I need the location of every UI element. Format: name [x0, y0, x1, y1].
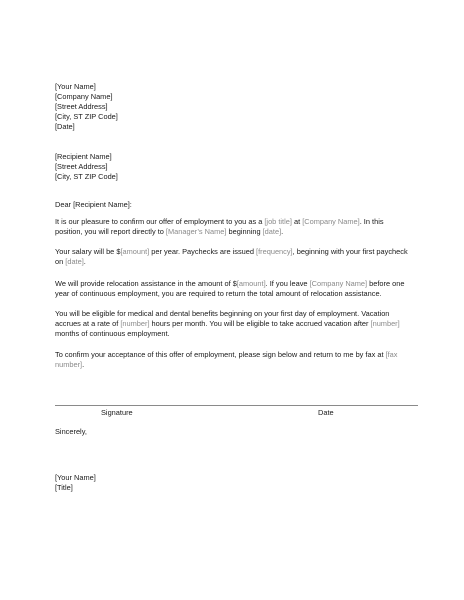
placeholder-start-date: [date]: [262, 227, 282, 236]
para-text: It is our pleasure to confirm our offer of employment to you as a: [55, 217, 265, 226]
recipient-address-block: [55, 152, 413, 182]
signoff-block: [55, 473, 413, 493]
para-text: , beginning with your first paycheck on: [55, 247, 408, 266]
placeholder-frequency: [frequency]: [256, 247, 293, 256]
para-text: Your salary will be $: [55, 247, 121, 256]
closing: [55, 427, 413, 437]
letter-date: [Date]: [55, 122, 75, 131]
para-text: hours per month. You will be eligible to take accrued vacation after: [149, 319, 371, 328]
para-text: .: [83, 257, 86, 266]
para-text: at: [291, 217, 303, 226]
placeholder-months-number: [number]: [370, 319, 400, 328]
recipient-street: [Street Address]: [55, 162, 108, 171]
paragraph-acceptance: [55, 350, 413, 370]
para-text: . If you leave: [265, 279, 310, 288]
paragraph-salary: [55, 247, 413, 267]
sender-address-block: [55, 82, 413, 132]
salutation-text: Dear [Recipient Name]:: [55, 200, 132, 209]
recipient-city: [City, ST ZIP Code]: [55, 172, 118, 181]
para-text: You will be eligible for medical and dental benefits beginning on your first day of employment. Vacation accrues at a rate of: [55, 309, 390, 328]
para-text: months of continuous employment.: [55, 329, 170, 338]
sender-name: [Your Name]: [55, 82, 96, 91]
placeholder-company-name: [Company Name]: [302, 217, 360, 226]
para-text: before one year of continuous employment, you are required to return the total amount of relocation assistance.: [55, 279, 405, 298]
placeholder-paycheck-date: [date]: [65, 257, 84, 266]
placeholder-hours-number: [number]: [120, 319, 150, 328]
closing-text: Sincerely,: [55, 427, 87, 436]
placeholder-fax-number: [fax number]: [55, 350, 398, 369]
signature-label: Signature: [101, 408, 133, 417]
placeholder-relocation-amount: [amount]: [236, 279, 266, 288]
paragraph-offer: [55, 217, 413, 237]
placeholder-manager-name: [Manager’s Name]: [165, 227, 227, 236]
paragraph-benefits: [55, 309, 413, 339]
signoff-title: [Title]: [55, 483, 73, 492]
para-text: To confirm your acceptance of this offer of employment, please sign below and return to me by fax at: [55, 350, 386, 359]
sender-city: [City, ST ZIP Code]: [55, 112, 118, 121]
para-text: . In this position, you will report directly to: [55, 217, 384, 236]
placeholder-salary-amount: [amount]: [120, 247, 150, 256]
recipient-name: [Recipient Name]: [55, 152, 112, 161]
para-text: We will provide relocation assistance in the amount of $: [55, 279, 237, 288]
placeholder-company-name: [Company Name]: [309, 279, 368, 288]
sender-company: [Company Name]: [55, 92, 113, 101]
salutation: [55, 200, 413, 210]
sender-street: [Street Address]: [55, 102, 108, 111]
date-label: Date: [318, 408, 334, 417]
para-text: beginning: [226, 227, 263, 236]
para-text: .: [281, 227, 284, 236]
signoff-name: [Your Name]: [55, 473, 96, 482]
para-text: .: [82, 360, 85, 369]
placeholder-job-title: [job title]: [264, 217, 292, 226]
paragraph-relocation: [55, 279, 413, 299]
signature-line: [55, 405, 418, 406]
para-text: per year. Paychecks are issued: [149, 247, 257, 256]
